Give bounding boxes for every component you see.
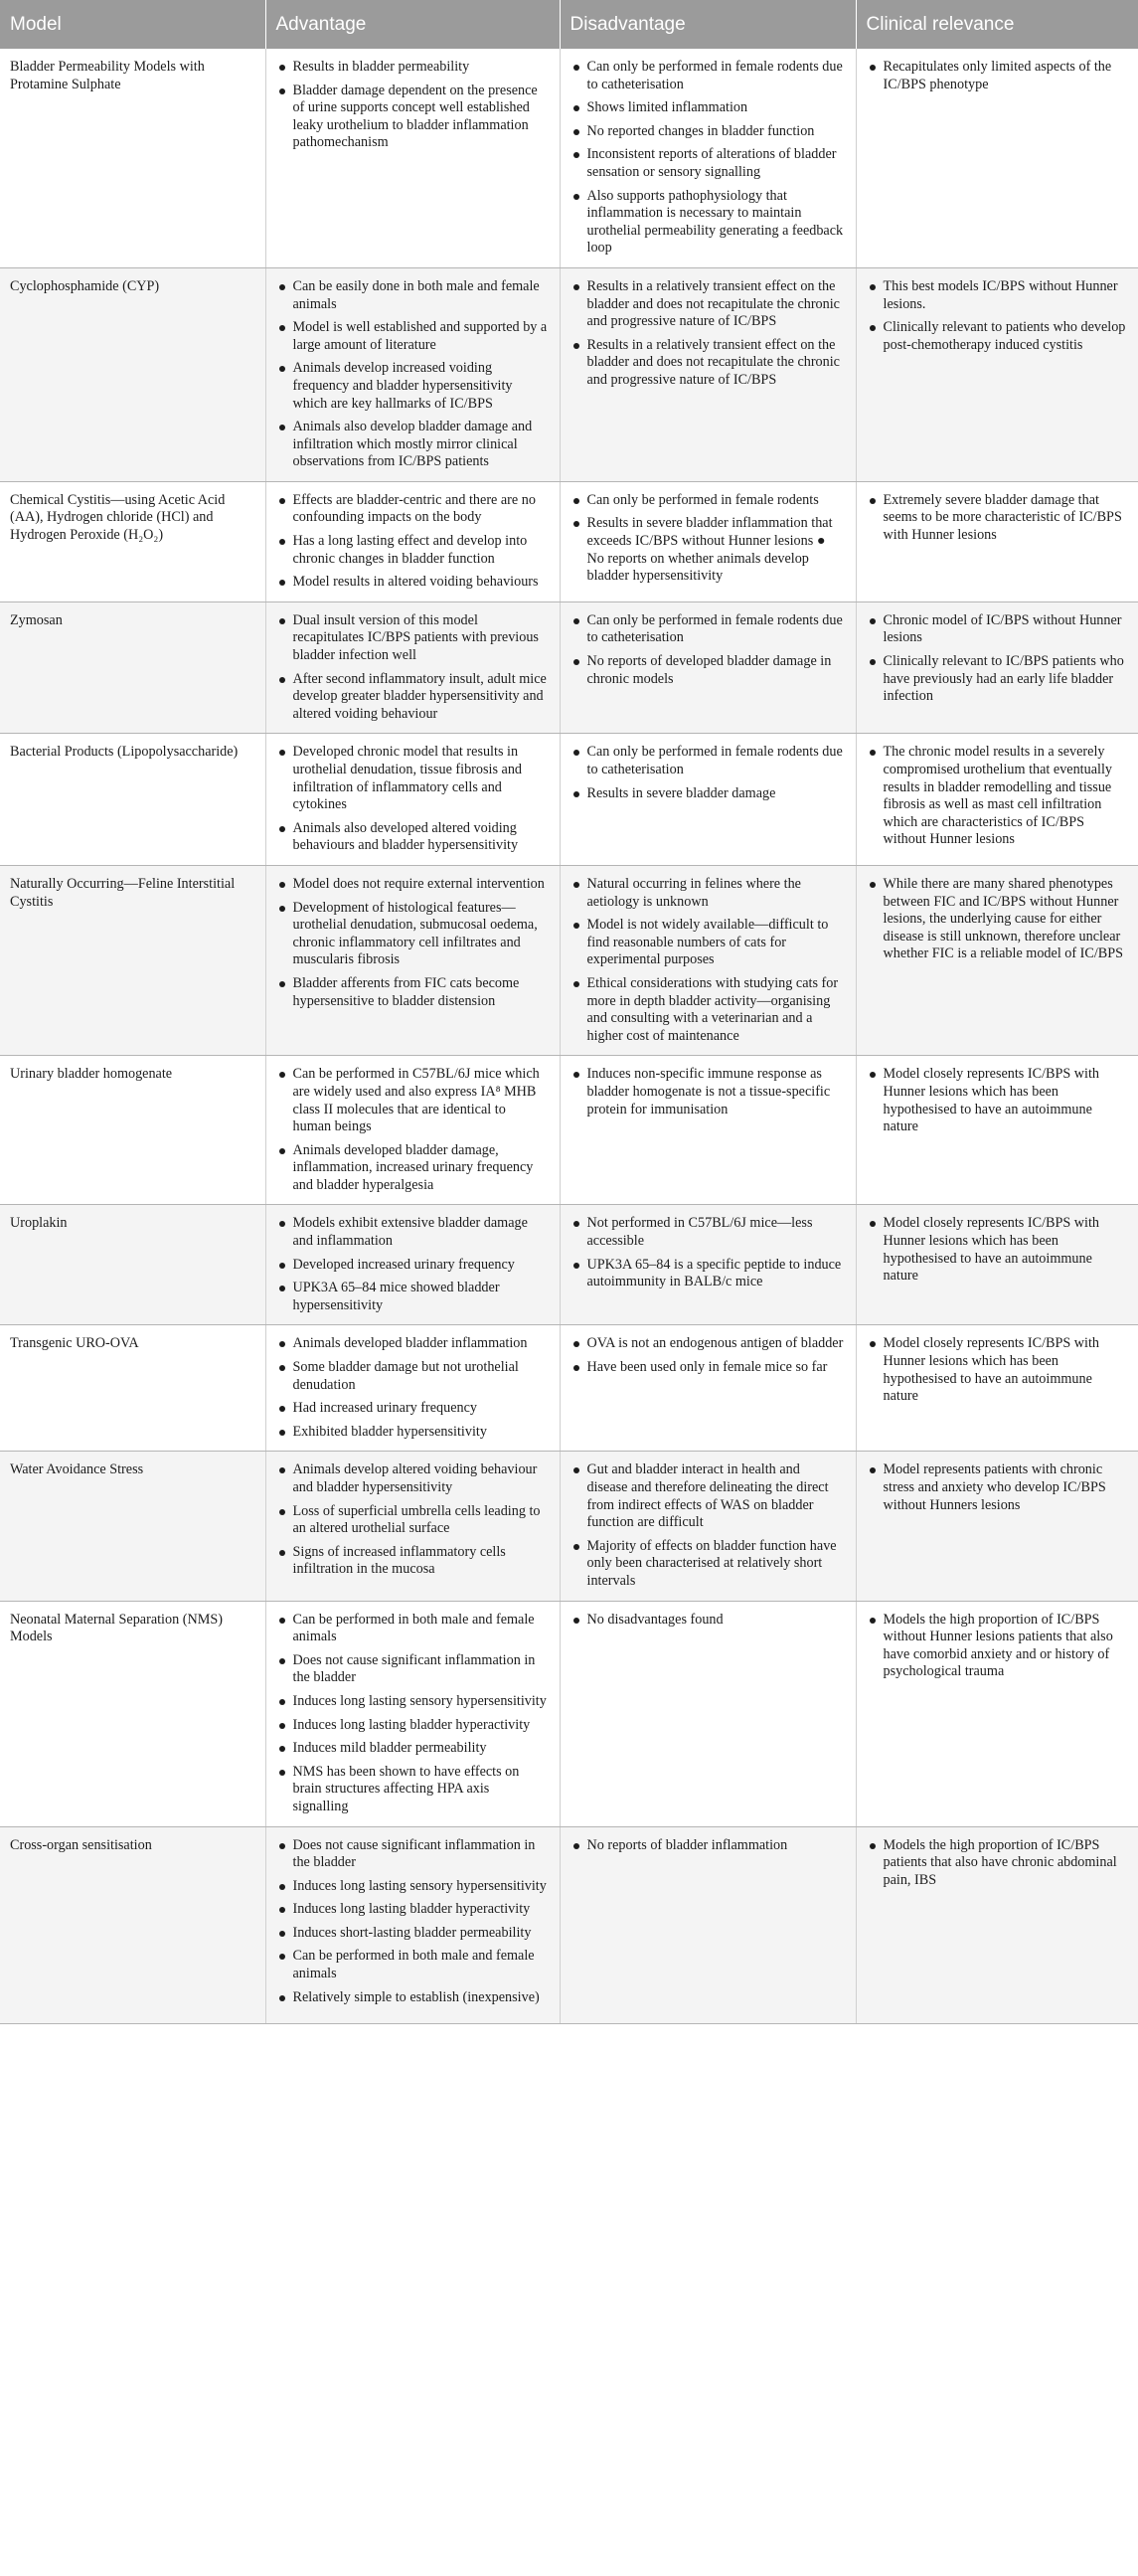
advantage-item: Induces long lasting bladder hyperactivity xyxy=(276,1717,548,1735)
advantage-item: NMS has been shown to have effects on brain structures affecting HPA axis signalling xyxy=(276,1764,548,1816)
cell-advantage xyxy=(265,1826,560,2023)
cell-advantage xyxy=(265,481,560,601)
relevance-item: Recapitulates only limited aspects of the IC/BPS phenotype xyxy=(867,59,1127,93)
model-name: Uroplakin xyxy=(10,1215,68,1232)
advantage-item: UPK3A 65–84 mice showed bladder hypersensitivity xyxy=(276,1280,548,1314)
advantage-item: Dual insult version of this model recapitulates IC/BPS patients with previous bladder infection well xyxy=(276,612,548,665)
relevance-item: Model closely represents IC/BPS with Hunner lesions which has been hypothesised to have an autoimmune nature xyxy=(867,1066,1127,1135)
model-name: Urinary bladder homogenate xyxy=(10,1066,173,1083)
header-clinical-relevance: Clinical relevance xyxy=(856,0,1138,49)
advantage-item: Model results in altered voiding behaviours xyxy=(276,574,548,592)
table-row xyxy=(0,1452,1138,1601)
advantage-item: Animals developed bladder inflammation xyxy=(276,1335,548,1353)
disadvantage-item: Also supports pathophysiology that inflammation is necessary to maintain urothelial permeability generating a feedback loop xyxy=(570,188,844,258)
cell-advantage xyxy=(265,1205,560,1325)
advantage-item: Has a long lasting effect and develop into chronic changes in bladder function xyxy=(276,533,548,568)
relevance-item: Model closely represents IC/BPS with Hunner lesions which has been hypothesised to have an autoimmune nature xyxy=(867,1335,1127,1405)
advantage-item: After second inflammatory insult, adult mice develop greater bladder hypersensitivity and altered voiding behaviour xyxy=(276,671,548,724)
relevance-item: Models the high proportion of IC/BPS without Hunner lesions patients that also have comorbid anxiety and or history of psychological trauma xyxy=(867,1612,1127,1681)
cell-model xyxy=(0,1205,265,1325)
advantage-item: Animals also developed altered voiding behaviours and bladder hypersensitivity xyxy=(276,820,548,855)
disadvantage-item: Results in severe bladder inflammation that exceeds IC/BPS without Hunner lesions ● No reports on whether animals develop bladder hypersensitivity xyxy=(570,515,844,585)
advantage-item: Models exhibit extensive bladder damage and inflammation xyxy=(276,1215,548,1250)
disadvantage-item: UPK3A 65–84 is a specific peptide to induce autoimmunity in BALB/c mice xyxy=(570,1257,844,1291)
disadvantage-item: Can only be performed in female rodents due to catheterisation xyxy=(570,744,844,778)
relevance-list xyxy=(867,492,1127,545)
advantage-item: Induces short-lasting bladder permeability xyxy=(276,1925,548,1943)
table-row xyxy=(0,1826,1138,2023)
cell-disadvantage xyxy=(560,481,856,601)
relevance-item: Model represents patients with chronic stress and anxiety who develop IC/BPS without Hunners lesions xyxy=(867,1461,1127,1514)
disadvantage-list xyxy=(570,876,844,1045)
advantage-item: Developed increased urinary frequency xyxy=(276,1257,548,1275)
cell-advantage xyxy=(265,734,560,866)
cell-clinical-relevance xyxy=(856,1205,1138,1325)
model-name: Zymosan xyxy=(10,611,63,628)
disadvantage-item: Have been used only in female mice so far xyxy=(570,1359,844,1377)
advantage-list xyxy=(276,1461,548,1579)
table-row xyxy=(0,1601,1138,1826)
cell-model xyxy=(0,49,265,267)
cell-clinical-relevance xyxy=(856,1325,1138,1452)
advantage-item: Bladder afferents from FIC cats become hypersensitive to bladder distension xyxy=(276,975,548,1010)
table-body xyxy=(0,49,1138,2023)
cell-model xyxy=(0,481,265,601)
advantage-item: Some bladder damage but not urothelial denudation xyxy=(276,1359,548,1394)
disadvantage-list xyxy=(570,1461,844,1590)
cell-clinical-relevance xyxy=(856,1826,1138,2023)
cell-model xyxy=(0,1325,265,1452)
advantage-list xyxy=(276,744,548,855)
cell-clinical-relevance xyxy=(856,734,1138,866)
disadvantage-item: Natural occurring in felines where the aetiology is unknown xyxy=(570,876,844,911)
cell-clinical-relevance xyxy=(856,49,1138,267)
advantage-list xyxy=(276,1837,548,2007)
model-name: Cyclophosphamide (CYP) xyxy=(10,277,160,294)
advantage-item: Can be performed in both male and female animals xyxy=(276,1948,548,1982)
cell-disadvantage xyxy=(560,1056,856,1205)
model-name: Water Avoidance Stress xyxy=(10,1461,144,1478)
cell-disadvantage xyxy=(560,1452,856,1601)
disadvantage-item: Results in a relatively transient effect on the bladder and does not recapitulate the chronic and progressive nature of IC/BPS xyxy=(570,337,844,390)
model-name: Naturally Occurring—Feline Interstitial Cystitis xyxy=(10,875,236,910)
advantage-item: Bladder damage dependent on the presence of urine supports concept well established leaky urothelium to bladder inflammation pathomechanism xyxy=(276,83,548,152)
relevance-list xyxy=(867,1066,1127,1135)
cell-clinical-relevance xyxy=(856,601,1138,734)
disadvantage-item: Induces non-specific immune response as bladder homogenate is not a tissue-specific protein for immunisation xyxy=(570,1066,844,1118)
relevance-item: Chronic model of IC/BPS without Hunner lesions xyxy=(867,612,1127,647)
header-disadvantage: Disadvantage xyxy=(560,0,856,49)
table-row xyxy=(0,734,1138,866)
relevance-list xyxy=(867,876,1127,963)
cell-model xyxy=(0,1452,265,1601)
advantage-list xyxy=(276,492,548,592)
disadvantage-item: Inconsistent reports of alterations of bladder sensation or sensory signalling xyxy=(570,146,844,181)
cell-model xyxy=(0,601,265,734)
relevance-list xyxy=(867,744,1127,849)
cell-advantage xyxy=(265,1056,560,1205)
advantage-item: Relatively simple to establish (inexpensive) xyxy=(276,1989,548,2007)
header-advantage: Advantage xyxy=(265,0,560,49)
advantage-item: Model is well established and supported by a large amount of literature xyxy=(276,319,548,354)
advantage-item: Induces long lasting sensory hypersensitivity xyxy=(276,1878,548,1896)
advantage-item: Does not cause significant inflammation in the bladder xyxy=(276,1652,548,1687)
table-row xyxy=(0,601,1138,734)
relevance-item: While there are many shared phenotypes between FIC and IC/BPS without Hunner lesions, the underlying cause for either disease is still unknown, therefore unclear whether FIC is a reliable model of IC/BPS xyxy=(867,876,1127,963)
cell-advantage xyxy=(265,601,560,734)
cell-model xyxy=(0,734,265,866)
disadvantage-item: No reports of developed bladder damage in chronic models xyxy=(570,653,844,688)
advantage-item: Developed chronic model that results in urothelial denudation, tissue fibrosis and infiltration of inflammatory cells and cytokines xyxy=(276,744,548,813)
disadvantage-item: Results in severe bladder damage xyxy=(570,785,844,803)
disadvantage-list xyxy=(570,744,844,802)
model-name: Chemical Cystitis—using Acetic Acid (AA), Hydrogen chloride (HCl) and Hydrogen Peroxide (H₂O₂) xyxy=(10,491,226,544)
advantage-item: Animals develop altered voiding behaviour and bladder hypersensitivity xyxy=(276,1461,548,1496)
advantage-item: Can be performed in both male and female animals xyxy=(276,1612,548,1646)
cell-disadvantage xyxy=(560,267,856,481)
relevance-list xyxy=(867,278,1127,354)
disadvantage-item: Results in a relatively transient effect on the bladder and does not recapitulate the chronic and progressive nature of IC/BPS xyxy=(570,278,844,331)
disadvantage-item: Not performed in C57BL/6J mice—less accessible xyxy=(570,1215,844,1250)
disadvantage-list xyxy=(570,1612,844,1630)
advantage-list xyxy=(276,278,548,471)
cell-model xyxy=(0,1826,265,2023)
cell-advantage xyxy=(265,1325,560,1452)
disadvantage-item: Can only be performed in female rodents due to catheterisation xyxy=(570,612,844,647)
cell-advantage xyxy=(265,49,560,267)
advantage-item: Induces long lasting bladder hyperactivity xyxy=(276,1901,548,1919)
disadvantage-list xyxy=(570,1837,844,1855)
model-name: Bacterial Products (Lipopolysaccharide) xyxy=(10,744,239,761)
table-row xyxy=(0,1325,1138,1452)
advantage-item: Exhibited bladder hypersensitivity xyxy=(276,1424,548,1442)
cell-model xyxy=(0,1056,265,1205)
model-name: Transgenic URO-OVA xyxy=(10,1335,139,1352)
relevance-list xyxy=(867,1461,1127,1514)
disadvantage-item: OVA is not an endogenous antigen of bladder xyxy=(570,1335,844,1353)
advantage-item: Induces long lasting sensory hypersensitivity xyxy=(276,1693,548,1711)
cell-disadvantage xyxy=(560,49,856,267)
cell-advantage xyxy=(265,267,560,481)
relevance-item: Clinically relevant to patients who develop post-chemotherapy induced cystitis xyxy=(867,319,1127,354)
relevance-item: Extremely severe bladder damage that seems to be more characteristic of IC/BPS with Hunner lesions xyxy=(867,492,1127,545)
disadvantage-list xyxy=(570,1335,844,1376)
cell-model xyxy=(0,267,265,481)
advantage-item: Animals also develop bladder damage and infiltration which mostly mirror clinical observations from IC/BPS patients xyxy=(276,419,548,471)
header-row xyxy=(0,0,1138,49)
disadvantage-item: Shows limited inflammation xyxy=(570,99,844,117)
advantage-item: Induces mild bladder permeability xyxy=(276,1740,548,1758)
advantage-list xyxy=(276,1612,548,1816)
advantage-item: Does not cause significant inflammation in the bladder xyxy=(276,1837,548,1872)
advantage-item: Loss of superficial umbrella cells leading to an altered urothelial surface xyxy=(276,1503,548,1538)
header-model: Model xyxy=(0,0,265,49)
model-name: Cross-organ sensitisation xyxy=(10,1836,152,1853)
relevance-item: Model closely represents IC/BPS with Hunner lesions which has been hypothesised to have an autoimmune nature xyxy=(867,1215,1127,1285)
disadvantage-item: Can only be performed in female rodents xyxy=(570,492,844,510)
disadvantage-item: No reported changes in bladder function xyxy=(570,123,844,141)
relevance-list xyxy=(867,612,1127,706)
advantage-item: Development of histological features—urothelial denudation, submucosal oedema, chronic inflammatory cell infiltrates and muscularis fibrosis xyxy=(276,900,548,969)
disadvantage-list xyxy=(570,1215,844,1290)
cell-disadvantage xyxy=(560,865,856,1055)
advantage-item: Can be performed in C57BL/6J mice which are widely used and also express IA⁸ MHB class II molecules that are identical to human beings xyxy=(276,1066,548,1135)
disadvantage-item: No disadvantages found xyxy=(570,1612,844,1630)
cell-model xyxy=(0,865,265,1055)
cell-disadvantage xyxy=(560,734,856,866)
advantage-item: Can be easily done in both male and female animals xyxy=(276,278,548,313)
disadvantage-item: Model is not widely available—difficult to find reasonable numbers of cats for experimental purposes xyxy=(570,917,844,969)
advantage-item: Animals developed bladder damage, inflammation, increased urinary frequency and bladder hyperalgesia xyxy=(276,1142,548,1195)
disadvantage-list xyxy=(570,278,844,390)
advantage-list xyxy=(276,612,548,724)
relevance-item: The chronic model results in a severely compromised urothelium that eventually results in bladder remodelling and tissue fibrosis as well as mast cell infiltration which are characteristics of IC/BPS without Hunner lesions xyxy=(867,744,1127,849)
disadvantage-item: Gut and bladder interact in health and disease and therefore delineating the direct from indirect effects of WAS on bladder function are difficult xyxy=(570,1461,844,1531)
advantage-list xyxy=(276,1215,548,1314)
advantage-item: Signs of increased inflammatory cells infiltration in the mucosa xyxy=(276,1544,548,1579)
cell-disadvantage xyxy=(560,1325,856,1452)
cell-advantage xyxy=(265,865,560,1055)
cell-clinical-relevance xyxy=(856,267,1138,481)
cell-disadvantage xyxy=(560,1826,856,2023)
cell-disadvantage xyxy=(560,1205,856,1325)
disadvantage-list xyxy=(570,612,844,688)
cell-advantage xyxy=(265,1452,560,1601)
advantage-item: Results in bladder permeability xyxy=(276,59,548,77)
advantage-list xyxy=(276,1066,548,1194)
cell-model xyxy=(0,1601,265,1826)
cell-disadvantage xyxy=(560,1601,856,1826)
model-name: Neonatal Maternal Separation (NMS) Models xyxy=(10,1611,223,1645)
table-row xyxy=(0,481,1138,601)
advantage-item: Had increased urinary frequency xyxy=(276,1400,548,1418)
cell-clinical-relevance xyxy=(856,1452,1138,1601)
table-row xyxy=(0,1056,1138,1205)
disadvantage-list xyxy=(570,1066,844,1118)
advantage-list xyxy=(276,1335,548,1441)
advantage-list xyxy=(276,876,548,1010)
table-row xyxy=(0,1205,1138,1325)
advantage-item: Model does not require external intervention xyxy=(276,876,548,894)
cell-clinical-relevance xyxy=(856,865,1138,1055)
disadvantage-item: No reports of bladder inflammation xyxy=(570,1837,844,1855)
relevance-item: This best models IC/BPS without Hunner lesions. xyxy=(867,278,1127,313)
cell-clinical-relevance xyxy=(856,481,1138,601)
table-row xyxy=(0,49,1138,267)
cell-advantage xyxy=(265,1601,560,1826)
advantage-item: Animals develop increased voiding frequency and bladder hypersensitivity which are key hallmarks of IC/BPS xyxy=(276,360,548,413)
relevance-list xyxy=(867,1215,1127,1285)
cell-clinical-relevance xyxy=(856,1601,1138,1826)
relevance-list xyxy=(867,1335,1127,1405)
table-row xyxy=(0,267,1138,481)
disadvantage-list xyxy=(570,492,844,586)
advantage-list xyxy=(276,59,548,152)
relevance-list xyxy=(867,1612,1127,1681)
relevance-item: Models the high proportion of IC/BPS patients that also have chronic abdominal pain, IBS xyxy=(867,1837,1127,1890)
disadvantage-item: Can only be performed in female rodents due to catheterisation xyxy=(570,59,844,93)
advantage-item: Effects are bladder-centric and there are no confounding impacts on the body xyxy=(276,492,548,527)
relevance-item: Clinically relevant to IC/BPS patients who have previously had an early life bladder infection xyxy=(867,653,1127,706)
model-name: Bladder Permeability Models with Protamine Sulphate xyxy=(10,59,205,92)
cell-disadvantage xyxy=(560,601,856,734)
disadvantage-item: Ethical considerations with studying cats for more in depth bladder activity—organising and consulting with a veterinarian and a higher cost of maintenance xyxy=(570,975,844,1045)
table-row xyxy=(0,865,1138,1055)
cell-clinical-relevance xyxy=(856,1056,1138,1205)
disadvantage-list xyxy=(570,59,844,258)
relevance-list xyxy=(867,1837,1127,1890)
table-header xyxy=(0,0,1138,49)
disadvantage-item: Majority of effects on bladder function have only been characterised at relatively short intervals xyxy=(570,1538,844,1591)
relevance-list xyxy=(867,59,1127,93)
